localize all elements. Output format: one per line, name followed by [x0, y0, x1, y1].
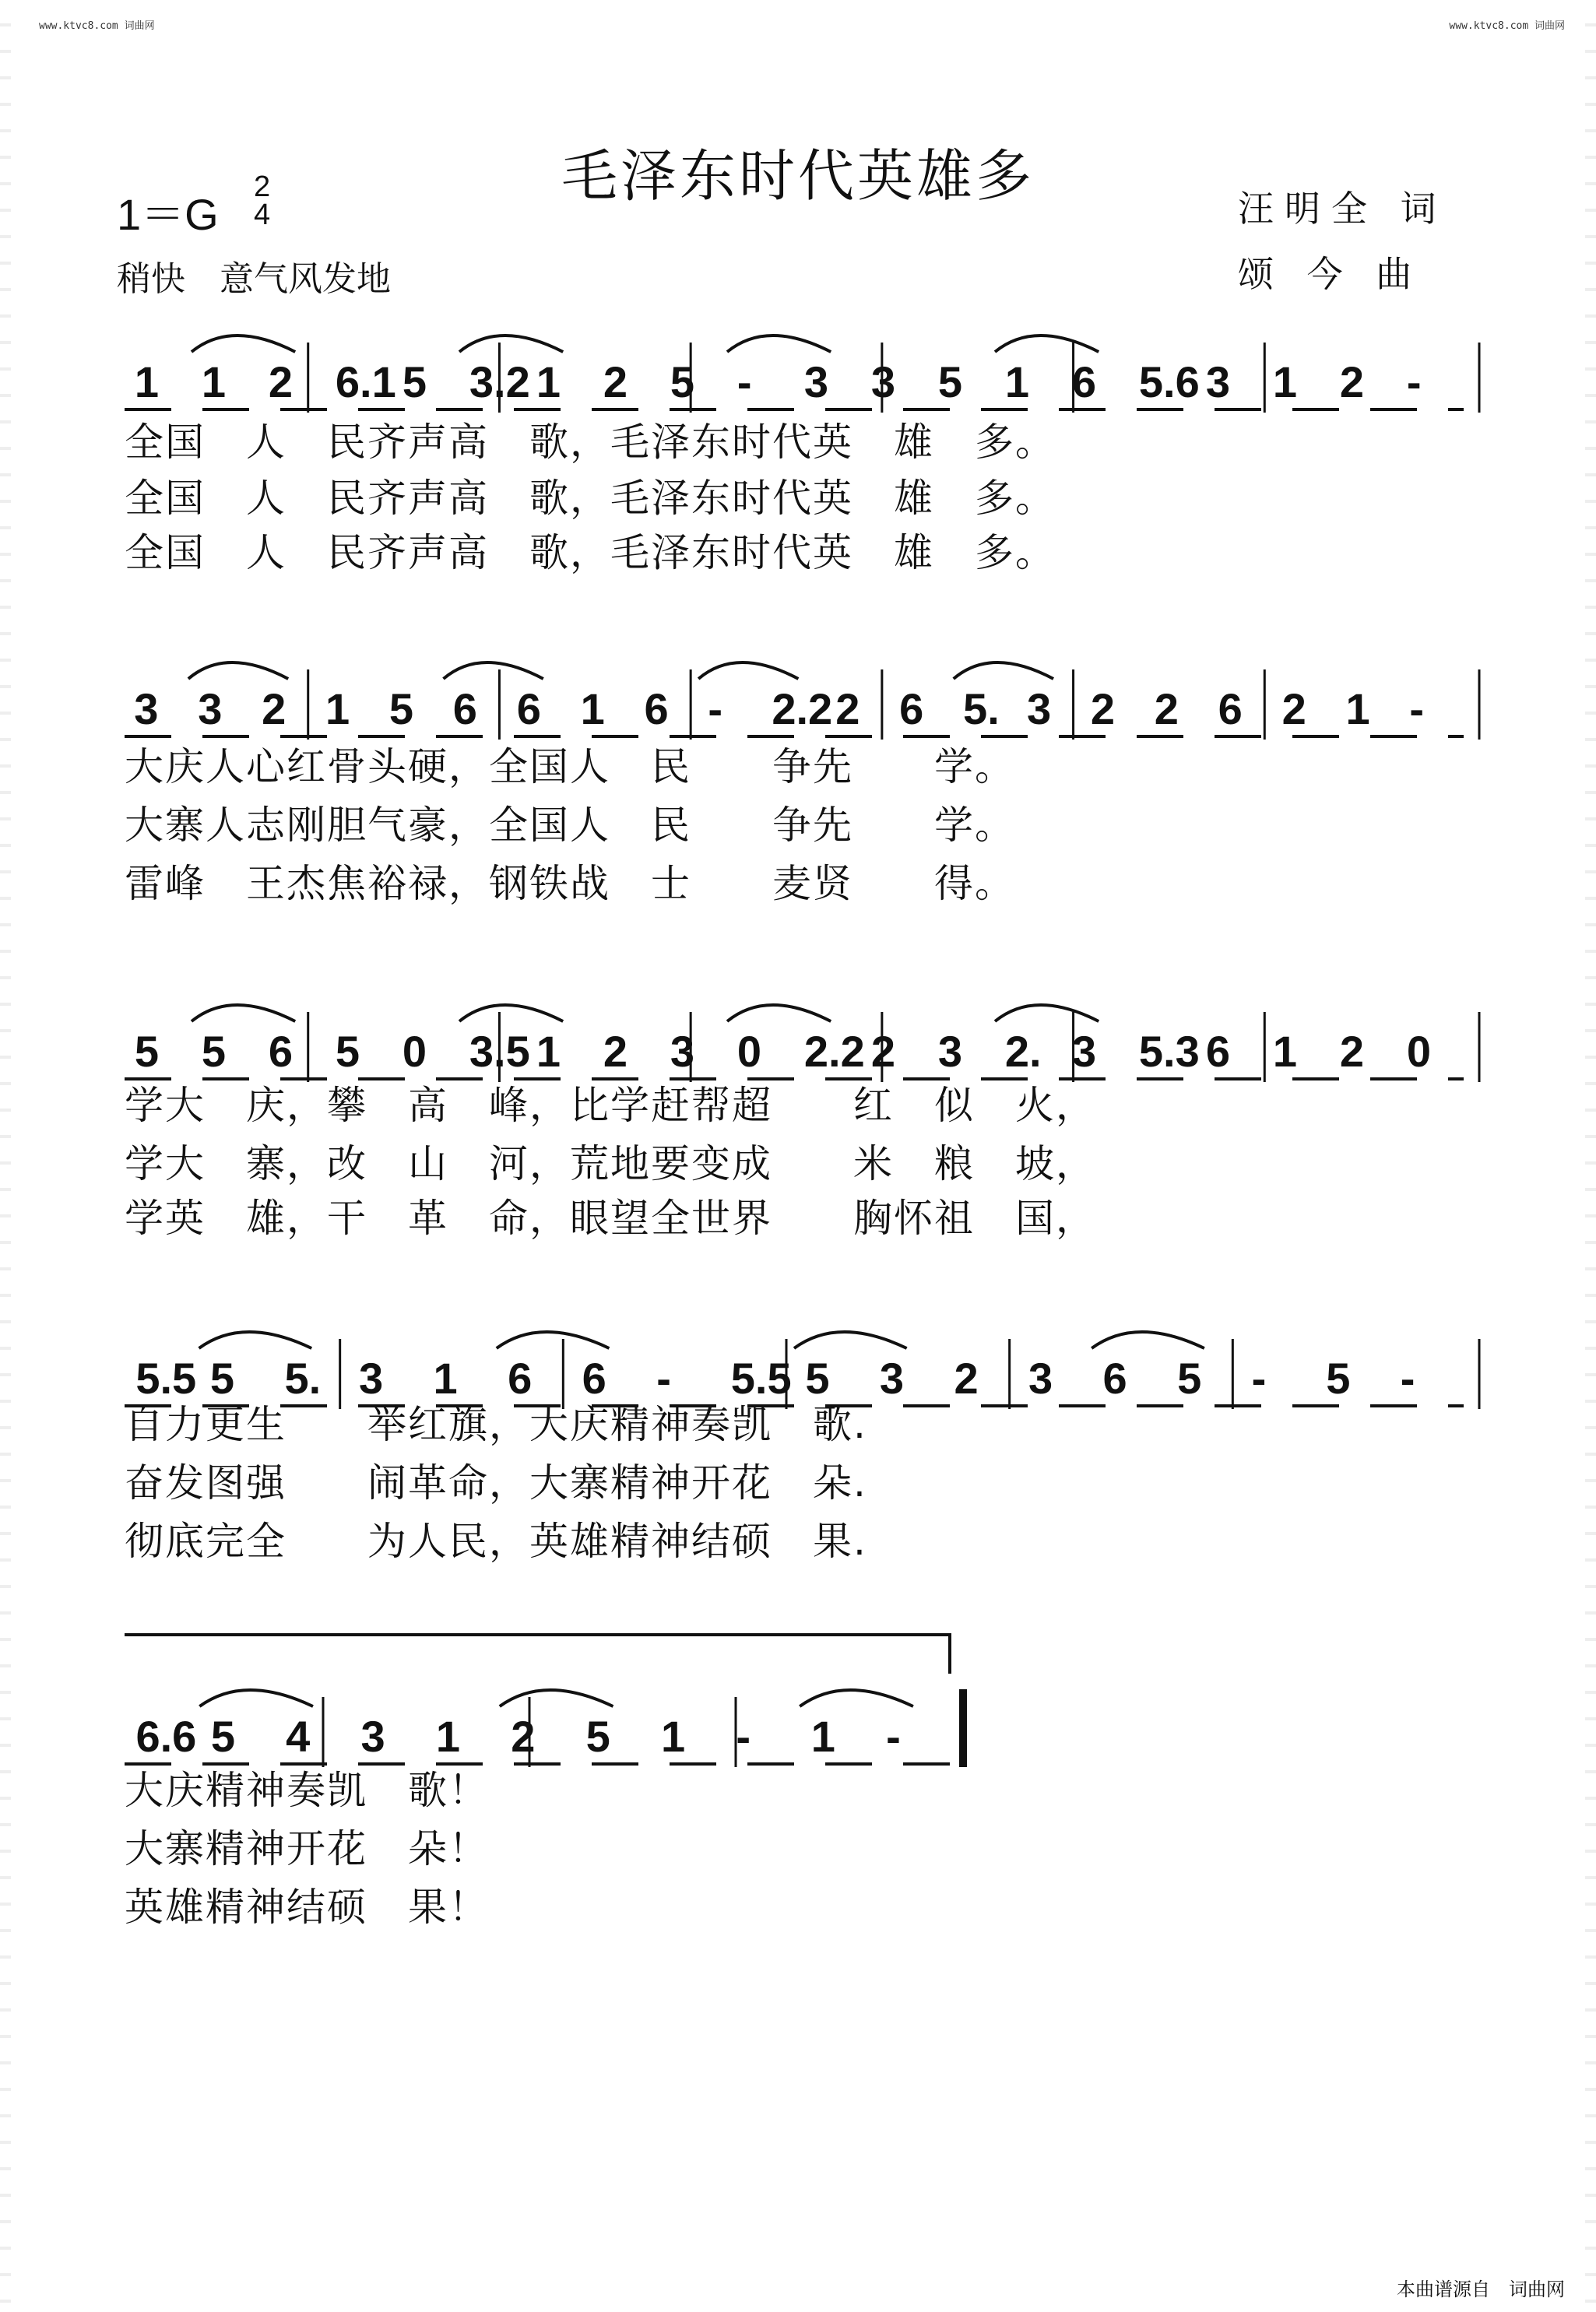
- note: 4: [286, 1712, 311, 1761]
- note: -: [1251, 1354, 1267, 1403]
- note: 2: [511, 1712, 536, 1761]
- note: 3: [134, 684, 159, 733]
- note: 1: [1004, 357, 1030, 406]
- note: 6: [1071, 357, 1097, 406]
- page-title: 毛泽东时代英雄多: [561, 143, 1035, 209]
- slur-arc: [727, 1005, 831, 1021]
- note: 1: [1272, 1027, 1298, 1076]
- note: 1: [536, 1027, 561, 1076]
- note: 5.5: [730, 1354, 792, 1403]
- note: 5: [210, 1712, 235, 1761]
- note: 6: [508, 1354, 533, 1403]
- note: 5: [585, 1712, 610, 1761]
- note: -: [736, 357, 752, 406]
- slur-arc: [459, 1005, 563, 1021]
- slur-arc: [459, 336, 563, 352]
- slur-arc: [500, 1690, 613, 1706]
- note: -: [656, 1354, 671, 1403]
- note: 2: [954, 1354, 979, 1403]
- lyric-line: 彻底完全 为人民，英雄精神结硕 果.: [125, 1519, 867, 1564]
- header-left-url: www.ktvc8.com 词曲网: [39, 20, 155, 32]
- note: -: [1409, 684, 1425, 733]
- lyric-line: 大庆人心红骨头硬，全国人 民 争先 学。: [125, 744, 1015, 789]
- note: 3: [803, 357, 829, 406]
- tempo-marking: 稍快 意气风发地: [117, 259, 391, 299]
- note: 5: [805, 1354, 830, 1403]
- note: 3.2: [469, 357, 530, 406]
- slur-arc: [794, 1332, 907, 1348]
- note: 5: [670, 357, 695, 406]
- note: 5: [335, 1027, 360, 1076]
- note: 1: [134, 357, 160, 406]
- note: 2: [1090, 684, 1116, 733]
- note: 2: [1154, 684, 1179, 733]
- note: 5: [388, 684, 414, 733]
- note: 5: [402, 357, 427, 406]
- lyric-line: 学大 寨，改 山 河，荒地要变成 米 粮 坡，: [125, 1141, 1096, 1186]
- note: 3: [360, 1712, 385, 1761]
- slur-arc: [444, 662, 543, 679]
- slur-arc: [497, 1332, 610, 1348]
- volta-bracket: [125, 1635, 950, 1674]
- header-right-url: www.ktvc8.com 词曲网: [1449, 20, 1565, 32]
- note: 1: [536, 357, 561, 406]
- note: 5.3: [1138, 1027, 1200, 1076]
- slur-arc: [995, 336, 1099, 352]
- note: 1: [325, 684, 350, 733]
- lyric-line: 大寨精神开花 朵！: [125, 1826, 489, 1871]
- note: 3: [198, 684, 223, 733]
- slur-arc: [188, 662, 288, 679]
- note: 6: [1218, 684, 1243, 733]
- slur-arc: [727, 336, 831, 352]
- lyricist-credit: 汪明全 词: [1238, 188, 1447, 230]
- final-repeat-bar: [959, 1689, 967, 1767]
- key-signature: 1＝G: [117, 190, 219, 239]
- note: 3: [879, 1354, 905, 1403]
- slur-arc: [800, 1690, 913, 1706]
- slur-arc: [192, 1005, 295, 1021]
- note: 5.5: [135, 1354, 197, 1403]
- note: 5: [1177, 1354, 1202, 1403]
- slur-arc: [698, 662, 798, 679]
- note: 1: [435, 1712, 461, 1761]
- note: 5: [209, 1354, 235, 1403]
- footer-source: 本曲谱源自 词曲网: [1397, 2279, 1565, 2300]
- slur-arc: [192, 336, 295, 352]
- note: 6: [1205, 1027, 1231, 1076]
- note: -: [886, 1712, 901, 1761]
- time-signature-top: 2: [254, 170, 271, 203]
- note: 2.2: [803, 1027, 865, 1076]
- lyric-line: 大庆精神奏凯 歌！: [125, 1768, 489, 1813]
- lyric-line: 学英 雄，干 革 命，眼望全世界 胸怀祖 国，: [125, 1196, 1096, 1241]
- note: 0: [736, 1027, 762, 1076]
- note: -: [1406, 357, 1422, 406]
- lyric-line: 大寨人志刚胆气豪，全国人 民 争先 学。: [125, 803, 1015, 848]
- lyric-line: 全国 人 民齐声高 歌，毛泽东时代英 雄 多。: [125, 530, 1056, 575]
- lyric-line: 英雄精神结硕 果！: [125, 1885, 489, 1930]
- note: -: [708, 684, 723, 733]
- note: 2: [1281, 684, 1306, 733]
- note: 3: [1205, 357, 1231, 406]
- note: 6: [516, 684, 541, 733]
- note: 5.: [963, 684, 1000, 733]
- note: 1: [433, 1354, 458, 1403]
- note: 2: [1339, 1027, 1365, 1076]
- note: 1: [201, 357, 227, 406]
- note: 2.: [1004, 1027, 1042, 1076]
- slur-arc: [199, 1690, 313, 1706]
- note: 6: [899, 684, 924, 733]
- note: -: [1400, 1354, 1415, 1403]
- note: -: [736, 1712, 751, 1761]
- note: 2: [262, 684, 287, 733]
- note: 3: [359, 1354, 384, 1403]
- lyric-line: 全国 人 民齐声高 歌，毛泽东时代英 雄 多。: [125, 420, 1056, 465]
- note: 5.: [284, 1354, 322, 1403]
- note: 6: [452, 684, 477, 733]
- note: 6: [1102, 1354, 1127, 1403]
- lyric-line: 自力更生 举红旗，大庆精神奏凯 歌.: [125, 1402, 867, 1447]
- note: 6.6: [135, 1712, 197, 1761]
- lyric-line: 奋发图强 闹革命，大寨精神开花 朵.: [125, 1460, 867, 1506]
- slur-arc: [995, 1005, 1099, 1021]
- note: 2: [603, 357, 628, 406]
- note: 2: [1339, 357, 1365, 406]
- note: 1: [661, 1712, 686, 1761]
- slur-arc: [199, 1332, 312, 1348]
- note: 3: [1028, 1354, 1053, 1403]
- note: 6: [582, 1354, 606, 1403]
- note: 6: [644, 684, 669, 733]
- slur-arc: [954, 662, 1053, 679]
- note: 1: [810, 1712, 835, 1761]
- note: 2: [603, 1027, 628, 1076]
- composer-credit: 颂 今 曲: [1238, 253, 1423, 295]
- note: 5: [134, 1027, 160, 1076]
- note: 5: [201, 1027, 227, 1076]
- lyric-line: 雷峰 王杰焦裕禄，钢铁战 士 麦贤 得。: [125, 861, 1015, 906]
- note: 1: [1272, 357, 1298, 406]
- time-signature-bottom: 4: [254, 199, 271, 231]
- note: 2: [870, 1027, 896, 1076]
- note: 3: [937, 1027, 963, 1076]
- note: 1: [580, 684, 605, 733]
- note: 5: [1326, 1354, 1351, 1403]
- note: 1: [1345, 684, 1370, 733]
- note: 5.6: [1138, 357, 1200, 406]
- note: 6.1: [335, 357, 396, 406]
- note: 3: [670, 1027, 695, 1076]
- note: 3: [1071, 1027, 1097, 1076]
- note: 3: [1026, 684, 1052, 733]
- note: 3.5: [469, 1027, 530, 1076]
- note: 2.2: [772, 684, 833, 733]
- lyric-line: 全国 人 民齐声高 歌，毛泽东时代英 雄 多。: [125, 476, 1056, 521]
- note: 0: [402, 1027, 427, 1076]
- note: 5: [937, 357, 963, 406]
- note: 6: [268, 1027, 294, 1076]
- note: 0: [1406, 1027, 1432, 1076]
- note: 2: [268, 357, 294, 406]
- lyric-line: 学大 庆，攀 高 峰，比学赶帮超 红 似 火，: [125, 1083, 1096, 1128]
- note: 3: [870, 357, 896, 406]
- note: 2: [835, 684, 860, 733]
- slur-arc: [1092, 1332, 1204, 1348]
